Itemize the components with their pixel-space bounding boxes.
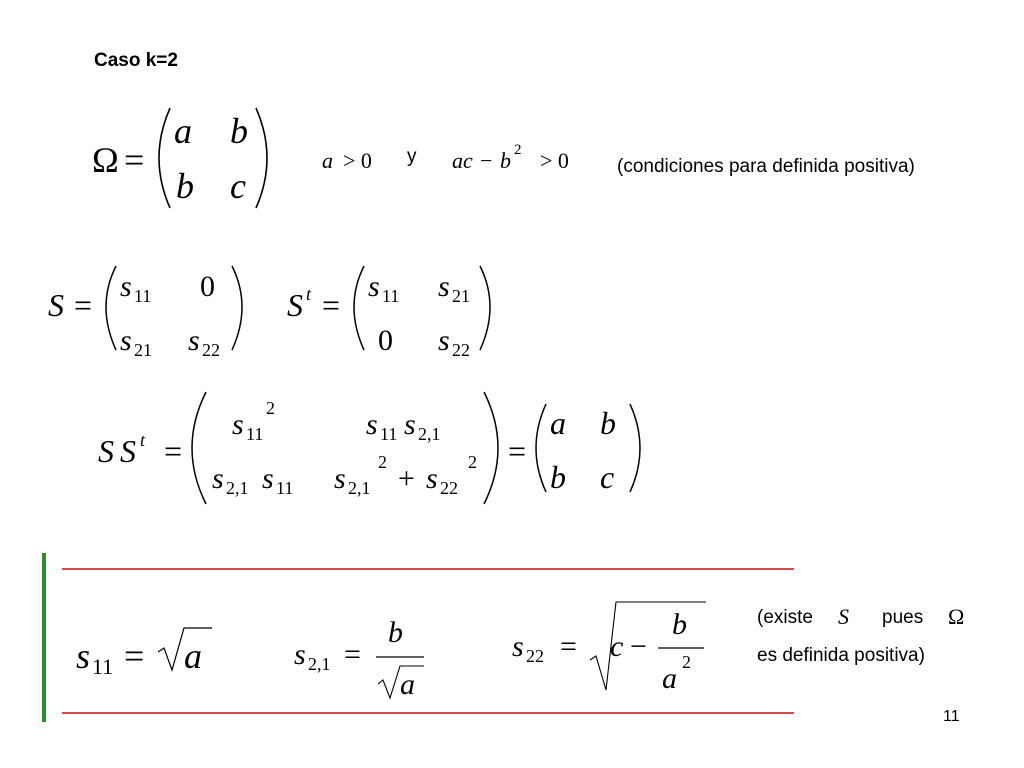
svg-text:11: 11 <box>92 654 114 679</box>
matrix-cell: b <box>176 166 194 206</box>
svg-text:2,1: 2,1 <box>308 654 331 674</box>
St-matrix-equation <box>287 266 490 360</box>
condition-a-positive <box>322 148 372 173</box>
svg-text:s: s <box>438 270 450 303</box>
matrix-cell: c <box>230 166 246 206</box>
svg-text:=: = <box>164 433 183 469</box>
svg-text:a: a <box>550 405 566 441</box>
svg-text:0: 0 <box>200 270 215 303</box>
svg-text:2,1: 2,1 <box>418 424 441 444</box>
svg-text:s: s <box>404 408 416 441</box>
page-number: 11 <box>943 708 960 725</box>
svg-text:−: − <box>630 630 647 663</box>
svg-text:22: 22 <box>452 340 470 360</box>
svg-text:b: b <box>500 148 511 173</box>
svg-text:S: S <box>98 433 114 469</box>
svg-text:22: 22 <box>526 646 544 666</box>
svg-text:c: c <box>610 630 624 663</box>
svg-text:=: = <box>124 636 145 676</box>
svg-text:ac: ac <box>452 148 473 173</box>
svg-text:s: s <box>232 408 244 441</box>
svg-text:s: s <box>368 270 380 303</box>
svg-text:11: 11 <box>382 286 400 306</box>
equals-sign: = <box>124 140 145 180</box>
svg-text:s: s <box>262 462 274 495</box>
svg-text:−: − <box>480 148 493 173</box>
svg-text:S: S <box>287 287 303 323</box>
svg-text:s: s <box>188 324 200 357</box>
matrix-cell: b <box>230 111 248 151</box>
svg-text:a: a <box>184 636 202 676</box>
svg-text:s: s <box>120 270 132 303</box>
svg-text:s: s <box>212 462 224 495</box>
exists-note-line1-mid: pues <box>882 607 924 628</box>
svg-text:a: a <box>400 668 415 701</box>
svg-text:22: 22 <box>440 478 458 498</box>
svg-text:11: 11 <box>380 424 398 444</box>
svg-text:> 0: > 0 <box>540 148 569 173</box>
left-paren <box>159 108 170 208</box>
condition-determinant-positive <box>452 142 569 173</box>
svg-text:=: = <box>560 630 577 663</box>
svg-text:22: 22 <box>202 340 220 360</box>
svg-text:S: S <box>48 287 64 323</box>
svg-text:a: a <box>662 662 677 695</box>
svg-text:=: = <box>508 433 527 469</box>
svg-text:11: 11 <box>246 424 264 444</box>
svg-text:21: 21 <box>134 340 152 360</box>
svg-text:2: 2 <box>682 652 691 672</box>
svg-text:2,1: 2,1 <box>348 478 371 498</box>
solution-s21 <box>294 616 424 701</box>
svg-text:S: S <box>120 433 136 469</box>
omega-symbol: Ω <box>92 140 119 180</box>
matrix-cell: a <box>174 111 192 151</box>
svg-text:b: b <box>672 608 687 641</box>
svg-text:2,1: 2,1 <box>226 478 249 498</box>
solution-s11 <box>76 628 212 679</box>
svg-text:c: c <box>600 459 615 495</box>
exists-note-line1-prefix: (existe <box>757 607 813 628</box>
svg-text:s: s <box>294 638 306 671</box>
omega-matrix-equation <box>92 108 267 208</box>
svg-text:t: t <box>306 284 312 304</box>
S-symbol-in-note: S <box>838 604 849 629</box>
svg-text:s: s <box>120 324 132 357</box>
svg-text:11: 11 <box>134 286 152 306</box>
SSt-product-equation <box>98 392 640 504</box>
svg-text:=: = <box>344 638 361 671</box>
svg-text:21: 21 <box>452 286 470 306</box>
svg-text:b: b <box>550 459 566 495</box>
svg-text:=: = <box>74 287 93 323</box>
svg-text:> 0: > 0 <box>343 148 372 173</box>
svg-text:s: s <box>426 462 438 495</box>
svg-text:s: s <box>366 408 378 441</box>
svg-text:=: = <box>322 287 341 323</box>
svg-text:s: s <box>512 630 524 663</box>
svg-text:2: 2 <box>514 142 522 158</box>
svg-text:2: 2 <box>266 398 275 418</box>
svg-text:a: a <box>322 148 333 173</box>
svg-text:b: b <box>600 405 616 441</box>
and-word: y <box>407 146 417 167</box>
omega-symbol-in-note: Ω <box>948 604 965 629</box>
svg-text:s: s <box>76 636 91 676</box>
svg-text:2: 2 <box>378 452 387 472</box>
positive-definite-note: (condiciones para definida positiva) <box>617 156 915 177</box>
right-paren <box>256 108 267 208</box>
svg-text:0: 0 <box>378 324 393 357</box>
S-matrix-equation <box>48 266 242 360</box>
solution-s22 <box>512 602 706 695</box>
svg-text:+: + <box>398 462 415 495</box>
svg-text:11: 11 <box>276 478 294 498</box>
exists-note-line2: es definida positiva) <box>757 645 925 666</box>
svg-text:b: b <box>388 616 403 649</box>
slide-title: Caso k=2 <box>94 50 178 71</box>
svg-text:2: 2 <box>468 452 477 472</box>
svg-text:s: s <box>438 324 450 357</box>
svg-text:s: s <box>334 462 346 495</box>
svg-text:t: t <box>140 430 146 450</box>
